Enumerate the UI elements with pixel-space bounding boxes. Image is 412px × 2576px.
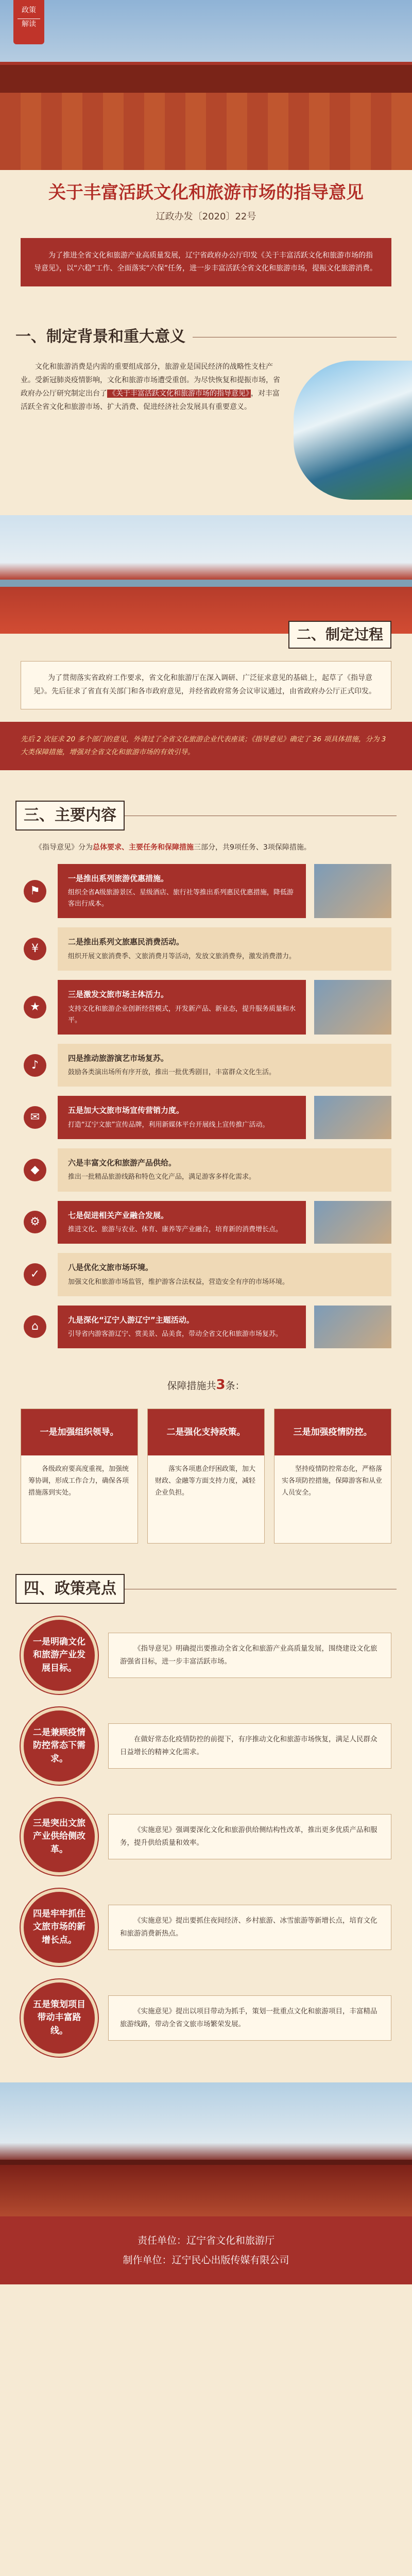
intro-emphasis: 总体要求、主要任务和保障措施	[93, 843, 194, 852]
section-title: 一、制定背景和重大意义	[15, 324, 193, 350]
hero-ground	[0, 93, 412, 170]
document-number: 辽政办发〔2020〕22号	[156, 211, 256, 222]
task-card	[58, 1253, 391, 1296]
task-title: 二是推出系列文旅惠民消费活动。	[68, 937, 184, 947]
section-header	[0, 1574, 412, 1603]
measures-a: 保障措施共	[167, 1380, 216, 1392]
highlight-row	[21, 1798, 391, 1875]
highlight-label: 四是牢牢抓住文旅市场的新增长点。	[21, 1889, 98, 1966]
section-header	[0, 323, 412, 351]
highlight-label: 五是策划项目带动丰富路线。	[21, 1979, 98, 2057]
task-card	[58, 864, 306, 919]
task-icon-wrap	[21, 1148, 49, 1192]
task-title: 八是优化文旅市场环境。	[68, 1263, 153, 1273]
highlight-doc: 《关于丰富活跃文化和旅游市场的指导意见》	[107, 389, 251, 398]
highlight-row	[21, 1617, 391, 1694]
task-title: 五是加大文旅市场宣传营销力度。	[68, 1106, 184, 1115]
task-icon-wrap	[21, 927, 49, 971]
measure-card	[21, 1409, 138, 1544]
footer-value: 辽宁民心出版传媒有限公司	[171, 2255, 289, 2266]
section-title: 四、政策亮点	[15, 1574, 125, 1604]
task-list	[0, 864, 412, 1349]
task-photo	[314, 1096, 391, 1139]
task-icon-wrap	[21, 1253, 49, 1296]
intro-text: 为了推进全省文化和旅游产业高质量发展，辽宁省政府办公厅印发《关于丰富活跃文化和旅游市场的指导意见》，以“六稳”工作、全面落实“六保”任务，进一步丰富活跃全省文化和旅游市场，提振文化旅游消费。	[21, 238, 391, 286]
task-icon: ⚙	[24, 1211, 46, 1233]
coast-photo	[294, 361, 412, 500]
task-text: 推进文化、旅游与农业、体育、康养等产业融合，培育新的消费增长点。	[68, 1226, 283, 1233]
title-box	[0, 170, 412, 230]
policy-badge	[13, 0, 44, 44]
measure-text: 落实各项惠企纾困政策，加大财政、金融等方面支持力度，减轻企业负担。	[155, 1465, 256, 1497]
task-title: 七是促进相关产业融合发展。	[68, 1210, 169, 1220]
task-card	[58, 1096, 306, 1139]
intro-b: 三部分，共9项任务、3项保障措施。	[194, 843, 311, 852]
footer-line-responsible	[10, 2231, 402, 2250]
task-icon: ⚑	[24, 880, 46, 903]
task-card	[58, 1201, 306, 1244]
measures-b: 条：	[225, 1380, 245, 1392]
task-row	[21, 927, 391, 971]
task-icon: ★	[24, 996, 46, 1019]
text-b: ，对丰富活跃全省文化和旅游市场、扩大消费、促进经济社会发展具有重要意义。	[21, 389, 280, 411]
task-row	[21, 1148, 391, 1192]
highlight-text: 《实施意见》提出以项目带动为抓手，策划一批重点文化和旅游项目，丰富精品旅游线路，带动全省文旅市场繁荣发展。	[108, 1995, 391, 2041]
highlight-label: 二是兼顾疫情防控常态下需求。	[21, 1707, 98, 1785]
task-text: 引导省内游客游辽宁、赏美景、品美食，带动全省文化和旅游市场复苏。	[68, 1330, 283, 1338]
task-text: 推出一批精品旅游线路和特色文化产品，满足游客多样化需求。	[68, 1173, 256, 1181]
task-card	[58, 1306, 306, 1349]
task-icon-wrap	[21, 980, 49, 1035]
section-title: 三、主要内容	[15, 801, 125, 831]
task-icon-wrap	[21, 864, 49, 919]
task-text: 加强文化和旅游市场监管，维护游客合法权益，营造安全有序的市场环境。	[68, 1278, 289, 1286]
task-icon: ¥	[24, 938, 46, 960]
task-row	[21, 1044, 391, 1087]
highlight-text: 《实施意见》强调要深化文化和旅游供给侧结构性改革，推出更多优质产品和服务，提升供给质量和效率。	[108, 1814, 391, 1859]
section-background	[0, 323, 412, 500]
highlight-label: 三是突出文旅产业供给侧改革。	[21, 1798, 98, 1875]
task-icon: ♪	[24, 1054, 46, 1077]
badge-bottom: 解读	[22, 20, 36, 28]
text-a: 文化和旅游消费是内需的重要组成部分，旅游业是国民经济的战略性支柱产业。受新冠肺炎疫情影响，文化和旅游市场遭受重创。为尽快恢复和提振市场，省政府办公厅研究制定出台了	[21, 362, 280, 398]
highlight-row	[21, 1889, 391, 1966]
task-text: 鼓励各类演出场所有序开放，推出一批优秀剧目，丰富群众文化生活。	[68, 1069, 276, 1077]
task-text: 组织开展文旅消费季、文旅消费月等活动，发放文旅消费券，激发消费潜力。	[68, 952, 296, 960]
footer-label: 制作单位：	[123, 2255, 172, 2266]
section-header	[0, 801, 412, 830]
task-title: 一是推出系列旅游优惠措施。	[68, 873, 169, 883]
task-row	[21, 980, 391, 1035]
task-title: 四是推动旅游演艺市场复苏。	[68, 1053, 169, 1063]
task-icon-wrap	[21, 1306, 49, 1349]
measures-title	[0, 1374, 412, 1396]
boardwalk-photo	[0, 2082, 412, 2216]
section-header	[21, 621, 391, 649]
section-process	[0, 621, 412, 770]
page-title: 关于丰富活跃文化和旅游市场的指导意见	[48, 182, 364, 203]
wetland-photo	[0, 515, 412, 634]
task-row	[21, 1306, 391, 1349]
task-title: 六是丰富文化和旅游产品供给。	[68, 1158, 177, 1167]
footer	[0, 2216, 412, 2284]
task-photo	[314, 864, 391, 919]
task-title: 九是深化“辽宁人游辽宁”主题活动。	[68, 1315, 194, 1325]
task-text: 打造“辽宁文旅”宣传品牌，利用新媒体平台开展线上宣传推广活动。	[68, 1121, 269, 1129]
measures-count: 3	[216, 1377, 226, 1393]
highlight-text: 《指导意见》明确提出要推动全省文化和旅游产业高质量发展，围绕建设文化旅游强省目标，进一步丰富活跃市场。	[108, 1633, 391, 1678]
section-highlights	[0, 1574, 412, 2057]
measure-text: 各级政府要高度重视，加强统筹协调，形成工作合力，确保各项措施落到实处。	[28, 1465, 129, 1497]
footer-label: 责任单位：	[137, 2235, 186, 2247]
highlight-text: 《实施意见》提出要抓住夜间经济、乡村旅游、冰雪旅游等新增长点，培育文化和旅游消费新热点。	[108, 1905, 391, 1950]
highlight-row	[21, 1979, 391, 2057]
task-text: 组织全省A级旅游景区、星级酒店、旅行社等推出系列惠民优惠措施，降低游客出行成本。	[68, 889, 294, 908]
task-card	[58, 927, 391, 971]
task-card	[58, 980, 306, 1035]
highlight-text: 在做好常态化疫情防控的前提下，有序推动文化和旅游市场恢复，满足人民群众日益增长的精神文化需求。	[108, 1723, 391, 1769]
measure-list	[21, 1409, 391, 1544]
task-icon: ✓	[24, 1263, 46, 1286]
task-text: 支持文化和旅游企业创新经营模式，开发新产品、新业态，提升服务质量和水平。	[68, 1005, 296, 1024]
task-row	[21, 1096, 391, 1139]
measure-card	[147, 1409, 265, 1544]
task-icon: ⌂	[24, 1315, 46, 1338]
section-title: 二、制定过程	[288, 621, 391, 649]
hero-image	[0, 0, 412, 170]
highlight-row	[21, 1707, 391, 1785]
task-icon-wrap	[21, 1201, 49, 1244]
measure-title: 三是加强疫情防控。	[274, 1409, 391, 1455]
task-row	[21, 1253, 391, 1296]
task-row	[21, 1201, 391, 1244]
highlight-label: 一是明确文化和旅游产业发展目标。	[21, 1617, 98, 1694]
section-content	[0, 801, 412, 1544]
boardwalk-pier	[0, 2160, 412, 2165]
task-card	[58, 1148, 391, 1192]
task-photo	[314, 980, 391, 1035]
task-card	[58, 1044, 391, 1087]
task-icon-wrap	[21, 1096, 49, 1139]
content-intro	[21, 841, 391, 855]
measure-card	[274, 1409, 391, 1544]
section-text	[21, 361, 284, 500]
task-icon: ◆	[24, 1159, 46, 1181]
measure-title: 二是强化支持政策。	[148, 1409, 264, 1455]
badge-top: 政策	[22, 6, 36, 14]
footer-value: 辽宁省文化和旅游厅	[186, 2235, 275, 2247]
section-body	[21, 361, 391, 500]
task-row	[21, 864, 391, 919]
task-icon: ✉	[24, 1106, 46, 1129]
intro-a: 《指导意见》分为	[35, 843, 93, 852]
highlight-list	[0, 1617, 412, 2057]
process-text: 为了贯彻落实省政府工作要求，省文化和旅游厅在深入调研、广泛征求意见的基础上，起草了《指导意见》。先后征求了省直有关部门和各市政府意见，并经省政府常务会议审议通过，由省政府办公厅正式印发。	[21, 661, 391, 709]
task-photo	[314, 1306, 391, 1349]
task-icon-wrap	[21, 1044, 49, 1087]
wetland-band	[0, 580, 412, 587]
process-note: 先后 2 次征求 20 多个部门的意见，外请过了全省文化旅游企业代表座谈；《指导意见》确定了 36 项具体措施，分为 3 大类保障措施，增强对全省文化和旅游市场的有效引导。	[0, 722, 412, 770]
task-photo	[314, 1201, 391, 1244]
footer-line-producer	[10, 2250, 402, 2270]
measure-title: 一是加强组织领导。	[21, 1409, 138, 1455]
task-title: 三是激发文旅市场主体活力。	[68, 990, 169, 999]
measure-text: 坚持疫情防控常态化，严格落实各项防控措施，保障游客和从业人员安全。	[282, 1465, 383, 1497]
